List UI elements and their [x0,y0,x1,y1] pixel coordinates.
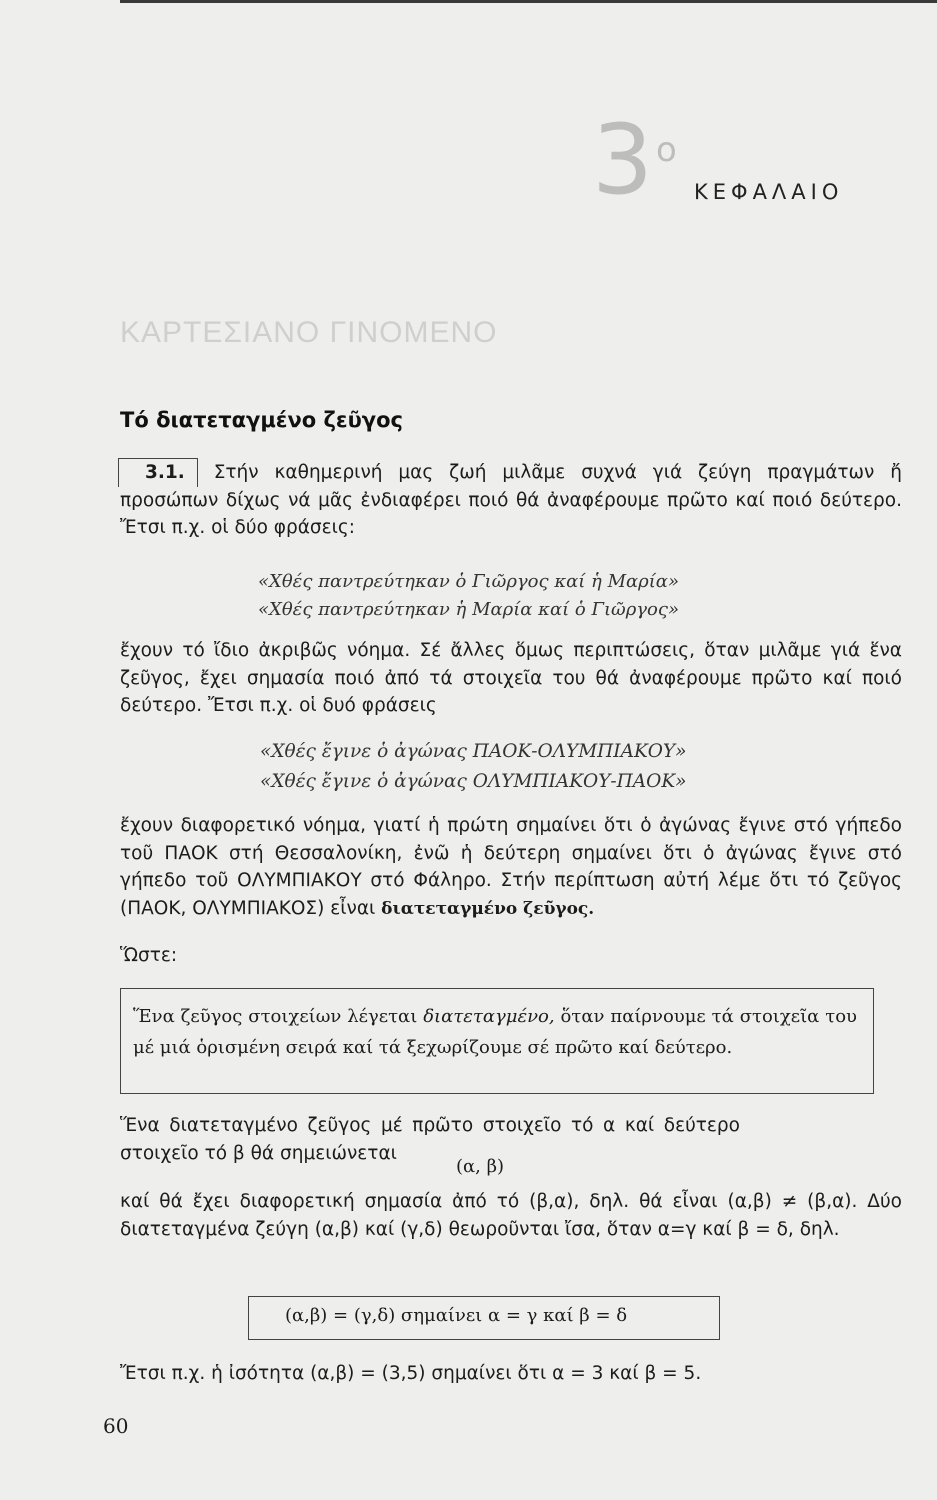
ordered-pair-formula: (α, β) [456,1156,505,1177]
paragraph-2: ἔχουν τό ἴδιο ἀκριβῶς νόημα. Σέ ἄλλες ὅμως περιπτώσεις, ὅταν μιλᾶμε γιά ἕνα ζεῦγος, ἔχει σημασία ποιό ἀπό τά στοιχεῖα του θά ἀναφέρουμε πρῶτο καί ποιό δεύτερο. Ἔτσι π.χ. οἱ δυό φράσεις [120,640,902,716]
definition-part-1: Ἕνα ζεῦγος στοιχείων λέγεται [133,1006,418,1027]
paragraph-1 [120,458,902,542]
chapter-title: ΚΑΡΤΕΣΙΑΝΟ ΓΙΝΟΜΕΝΟ [120,316,498,349]
paragraph-5: Ἕνα διατεταγμένο ζεῦγος μέ πρῶτο στοιχεῖο τό α καί δεύτερο στοιχεῖο τό β θά σημειώνεται [120,1115,740,1164]
quote-2a: «Χθές ἔγινε ὁ ἀγώνας ΠΑΟΚ-ΟΛΥΜΠΙΑΚΟΥ» [260,741,687,762]
paragraph-4: Ὥστε: [120,945,178,966]
paragraph-1-text: Στήν καθημερινή μας ζωή μιλᾶμε συχνά γιά ζεύγη πραγμάτων ἤ προσώπων δίχως νά μᾶς ἐνδιαφέρει ποιό θά ἀναφέρουμε πρῶτο καί ποιό δεύτερο. Ἔτσι π.χ. οἱ δύο φράσεις: [120,462,902,538]
chapter-word: ΚΕΦΑΛΑΙΟ [694,180,844,204]
quote-1a: «Χθές παντρεύτηκαν ὁ Γιῶργος καί ἡ Μαρία» [258,571,679,592]
definition-term: διατεταγμένο, [423,1006,555,1027]
paragraph-7: Ἔτσι π.χ. ἡ ἰσότητα (α,β) = (3,5) σημαίνει ὅτι α = 3 καί β = 5. [120,1363,702,1384]
chapter-superscript: ο [656,130,677,170]
definition-box [120,988,874,1094]
chapter-number: 3 [592,104,654,216]
definition-part-2: ὅταν παίρνουμε τά στοιχεῖα του μέ μιά ὁρισμένη σειρά καί τά ξεχωρίζουμε σέ πρῶτο καί δεύτερο. [133,1006,857,1058]
paragraph-number: 3.1. [118,458,198,487]
top-rule [120,0,937,3]
definition-text [133,1001,857,1063]
ordered-pair-term: διατεταγμένο ζεῦγος. [381,898,595,919]
quote-2b: «Χθές ἔγινε ὁ ἀγώνας ΟΛΥΜΠΙΑΚΟΥ-ΠΑΟΚ» [260,771,687,792]
paragraph-3 [120,812,902,923]
equality-box [248,1296,720,1340]
paragraph-3-text: ἔχουν διαφορετικό νόημα, γιατί ἡ πρώτη σημαίνει ὅτι ὁ ἀγώνας ἔγινε στό γήπεδο τοῦ ΠΑΟΚ στή Θεσσαλονίκη, ἐνῶ ἡ δεύτερη σημαίνει ὅτι ὁ ἀγώνας ἔγινε στό γήπεδο τοῦ ΟΛΥΜΠΙΑΚΟΥ στό Φάληρο. Στήν περίπτωση αὐτή λέμε ὅτι τό ζεῦγος (ΠΑΟΚ, ΟΛΥΜΠΙΑΚΟΣ) εἶναι [120,815,902,919]
equality-text: (α,β) = (γ,δ) σημαίνει α = γ καί β = δ [285,1305,628,1326]
page-number: 60 [103,1414,129,1438]
section-title: Τό διατεταγμένο ζεῦγος [120,408,403,432]
quote-1b: «Χθές παντρεύτηκαν ἡ Μαρία καί ὁ Γιῶργος» [258,599,679,620]
paragraph-6: καί θά ἔχει διαφορετική σημασία ἀπό τό (β,α), δηλ. θά εἶναι (α,β) ≠ (β,α). Δύο διατεταγμένα ζεύγη (α,β) καί (γ,δ) θεωροῦνται ἴσα, ὅταν α=γ καί β = δ, δηλ. [120,1191,902,1240]
